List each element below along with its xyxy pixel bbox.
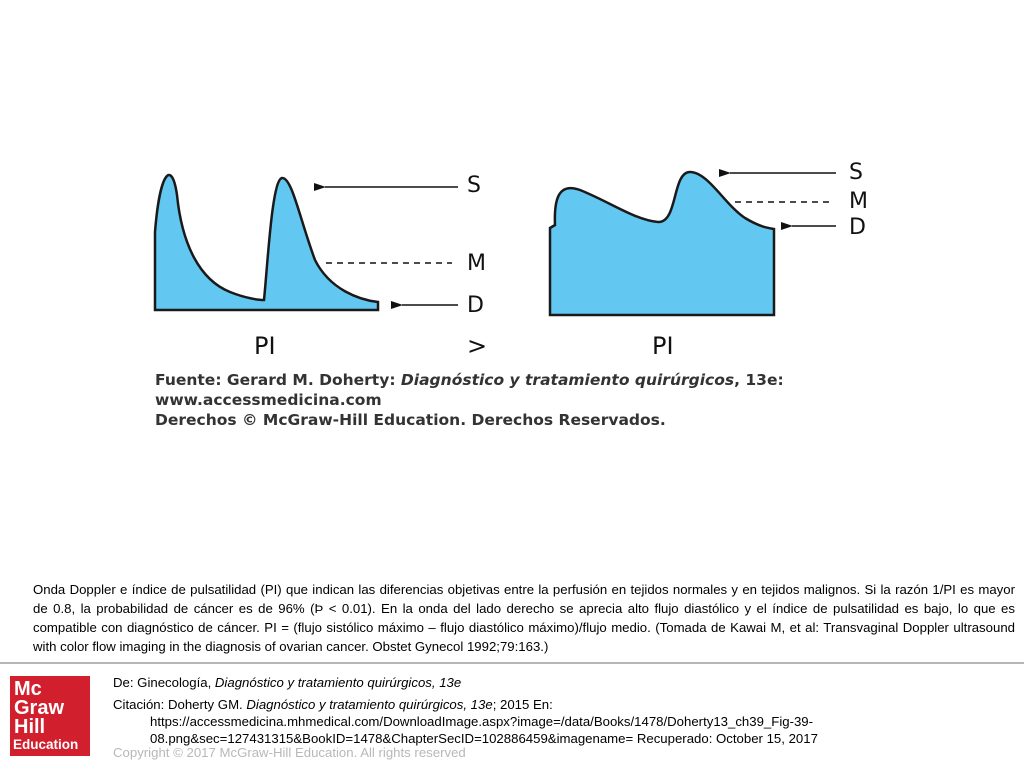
- copyright-notice: Copyright © 2017 McGraw-Hill Education. All rights reserved: [113, 745, 466, 760]
- label-s-left: S: [467, 173, 481, 198]
- logo-line-3: Hill: [14, 716, 46, 738]
- logo-line-4: Education: [13, 737, 79, 752]
- source-prefix: Fuente: Gerard M. Doherty:: [155, 371, 401, 389]
- label-d-left: D: [467, 293, 484, 318]
- citation-suffix: ; 2015 En:: [492, 697, 553, 712]
- de-prefix: De: Ginecología,: [113, 675, 215, 690]
- pi-label-left: PI: [254, 332, 276, 360]
- source-line-1: [155, 370, 784, 390]
- footer-divider: [0, 662, 1024, 664]
- source-suffix: , 13e:: [734, 371, 784, 389]
- citation-block: [113, 674, 818, 747]
- logo-line-1: Mc: [14, 678, 42, 700]
- malignant-waveform: [550, 172, 774, 315]
- citation-url-1[interactable]: https://accessmedicina.mhmedical.com/DownloadImage.aspx?image=/data/Books/1478/Doherty13_ch39_Fig-39-: [150, 714, 814, 729]
- source-line-2: www.accessmedicina.com: [155, 391, 382, 409]
- label-m-left: M: [467, 251, 486, 276]
- figure-caption: Onda Doppler e índice de pulsatilidad (PI) que indican las diferencias objetivas entre la perfusión en tejidos normales y en tejidos malignos. Si la razón 1/PI es mayor de 0.8, la probabilidad de cáncer es de 96% (Þ < 0.01). En la onda del lado derecho se aprecia alto flujo diastólico y el índice de pulsatilidad es bajo, lo que es compatible con diagnóstico de cáncer. PI = (flujo sistólico máximo – flujo diastólico máximo)/flujo medio. (Tomada de Kawai M, et al: Transvaginal Doppler ultrasound with color flow imaging in the diagnosis of ovarian cancer. Obstet Gynecol 1992;79:163.): [33, 582, 1015, 654]
- source-book-line: [113, 674, 818, 691]
- source-line-3: Derechos © McGraw-Hill Education. Derechos Reservados.: [155, 411, 666, 429]
- label-s-right: S: [849, 160, 863, 185]
- citation-url-2[interactable]: 08.png&sec=127431315&BookID=1478&ChapterSecID=102886459&imagename= Recuperado: October 15, 2017: [150, 731, 818, 746]
- citation-line: [113, 696, 818, 713]
- label-m-right: M: [849, 189, 868, 214]
- citation-title: Diagnóstico y tratamiento quirúrgicos, 13e: [246, 697, 493, 712]
- normal-waveform: [155, 175, 378, 310]
- logo-line-2: Graw: [14, 697, 65, 719]
- pi-label-right: PI: [652, 332, 674, 360]
- mcgraw-hill-logo: [10, 676, 90, 756]
- figure-source: [155, 370, 784, 430]
- comparison-symbol: >: [467, 332, 488, 360]
- citation-prefix: Citación: Doherty GM.: [113, 697, 247, 712]
- label-d-right: D: [849, 215, 866, 240]
- de-title: Diagnóstico y tratamiento quirúrgicos, 13e: [214, 675, 462, 690]
- source-book-title: Diagnóstico y tratamiento quirúrgicos: [400, 371, 735, 389]
